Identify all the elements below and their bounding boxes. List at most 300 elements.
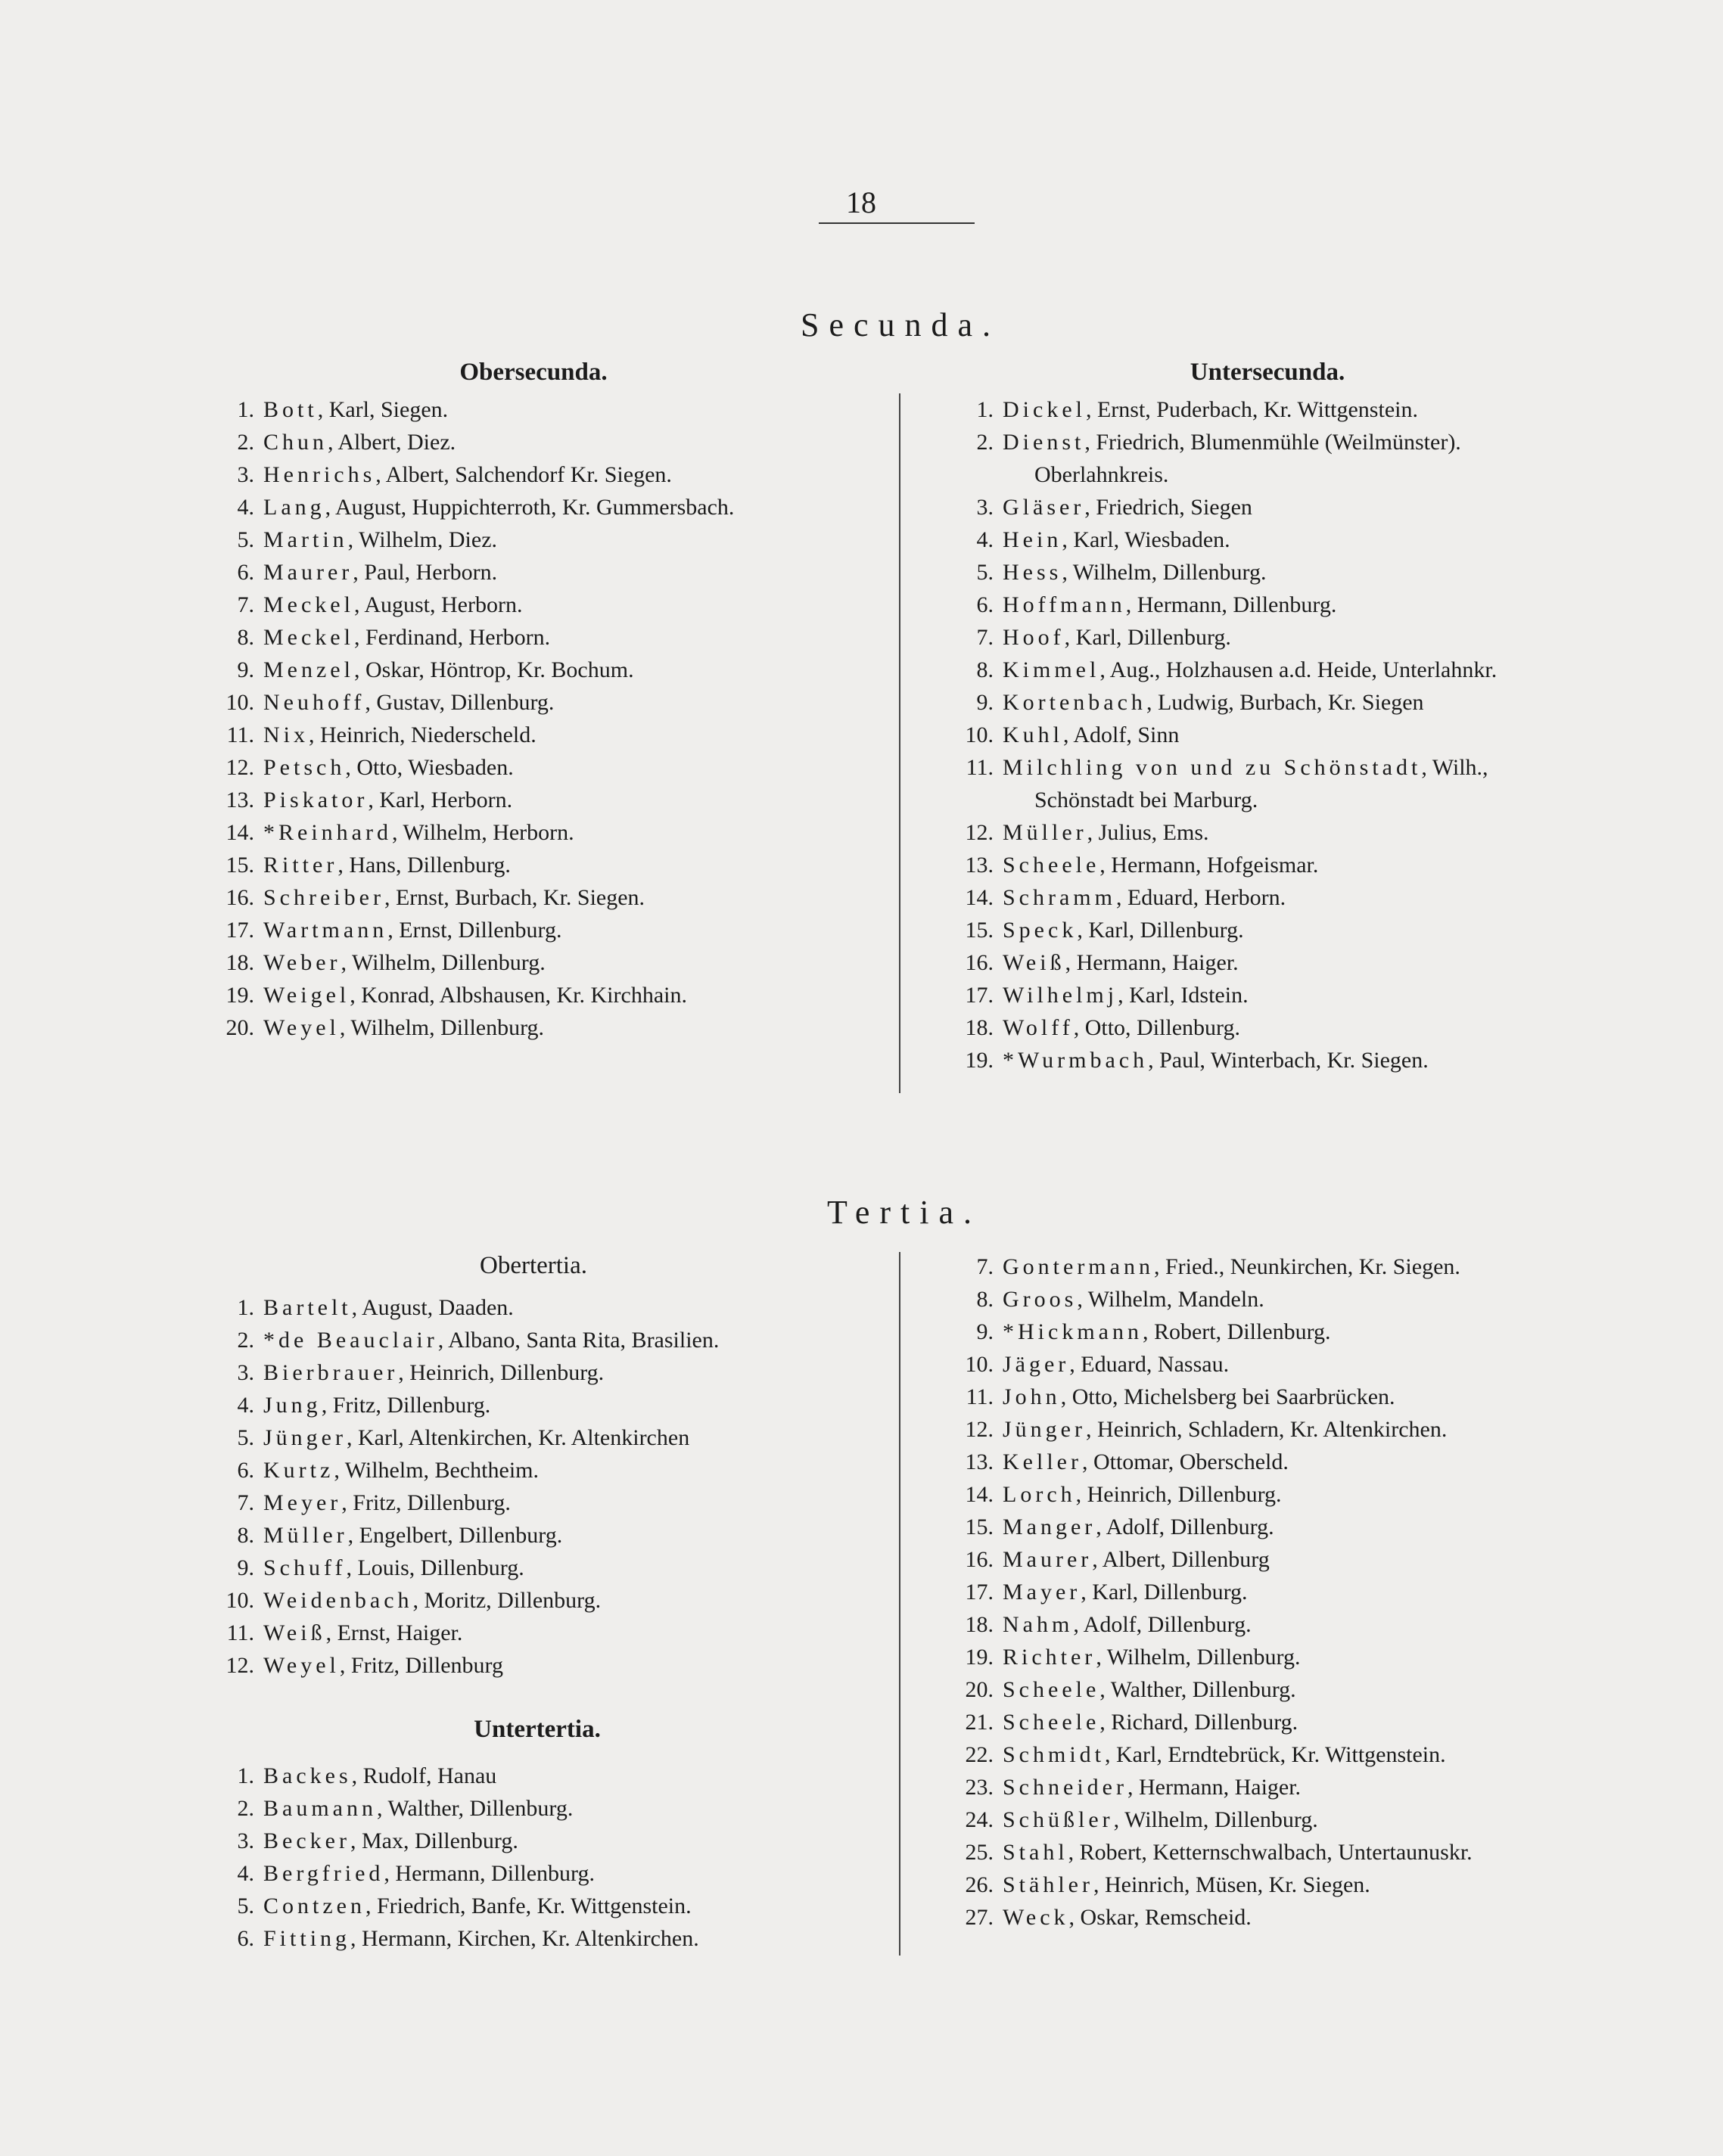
entry-surname: Schneider (1003, 1775, 1127, 1800)
entry-surname: Nix (263, 722, 309, 747)
entry-details: , Walther, Dillenburg. (1099, 1677, 1296, 1702)
entry-details: , Fritz, Dillenburg. (341, 1490, 511, 1515)
entry-surname: Weber (263, 950, 341, 975)
list-item (237, 1291, 719, 1324)
entry-surname: Menzel (263, 657, 354, 682)
list-item (965, 1869, 1473, 1901)
entry-number: 3. (237, 1828, 254, 1853)
list-item (965, 1673, 1473, 1706)
entry-details: , Fried., Neunkirchen, Kr. Siegen. (1153, 1254, 1460, 1279)
list-item (237, 1421, 719, 1454)
entry-number: 11. (966, 1384, 994, 1409)
entry-surname: Dienst (1003, 430, 1085, 455)
entry-number: 19. (965, 1048, 994, 1073)
entry-details: , Karl, Dillenburg. (1081, 1580, 1248, 1605)
list-item (237, 491, 735, 523)
entry-surname: John (1003, 1384, 1061, 1409)
list-item (237, 1792, 699, 1825)
entry-details: , Wilhelm, Dillenburg. (1096, 1645, 1301, 1670)
obersecunda-heading: Obersecunda. (459, 359, 608, 386)
entry-surname: Wilhelmj (1003, 983, 1118, 1008)
list-item (976, 1283, 1473, 1316)
list-item (965, 1044, 1497, 1076)
list-item (965, 1771, 1473, 1803)
entry-number: 15. (965, 918, 994, 943)
entry-number: 10. (965, 722, 994, 747)
entry-number: 12. (965, 1417, 994, 1442)
list-item (225, 686, 734, 719)
entry-surname: Kortenbach (1003, 690, 1146, 715)
entry-surname: Scheele (1003, 853, 1100, 878)
obertertia-continued-list (965, 1250, 1473, 1934)
entry-surname: Meckel (263, 592, 354, 617)
entry-details: , Wilhelm, Mandeln. (1077, 1287, 1264, 1312)
entry-number: 11. (226, 1620, 254, 1645)
list-item (976, 589, 1497, 621)
list-item (965, 1738, 1473, 1771)
list-item (225, 1011, 734, 1044)
entry-surname: Becker (263, 1828, 350, 1853)
entry-surname: Jünger (263, 1425, 347, 1450)
entry-details: , Karl, Siegen. (317, 397, 449, 422)
entry-surname: Contzen (263, 1893, 365, 1918)
entry-surname: Weck (1003, 1905, 1069, 1930)
list-item (237, 1552, 719, 1584)
entry-surname: Bierbrauer (263, 1360, 399, 1385)
list-item (965, 979, 1497, 1011)
entry-details: , Fritz, Dillenburg (339, 1653, 503, 1678)
entry-details: , Otto, Michelsberg bei Saarbrücken. (1060, 1384, 1395, 1409)
list-item (1003, 458, 1497, 491)
entry-surname: Müller (1003, 820, 1087, 845)
entry-surname: Hoffmann (1003, 592, 1126, 617)
entry-number: 13. (225, 788, 254, 812)
entry-details: , August, Huppichterroth, Kr. Gummersbach. (325, 495, 735, 520)
entry-surname: Lorch (1003, 1482, 1076, 1507)
untersecunda-heading: Untersecunda. (1190, 359, 1345, 386)
entry-details: , Karl, Herborn. (368, 788, 513, 812)
entry-surname: Bott (263, 397, 318, 422)
entry-details: , Wilhelm, Dillenburg. (1062, 560, 1267, 585)
entry-number: 6. (237, 560, 254, 585)
entry-number: 19. (225, 983, 254, 1008)
entry-number: 24. (965, 1807, 994, 1832)
entry-number: 9. (237, 657, 254, 682)
entry-number: 8. (237, 1523, 254, 1548)
entry-surname: *de Beauclair (263, 1328, 438, 1353)
entry-details: , Hermann, Haiger. (1065, 950, 1239, 975)
entry-surname: Jünger (1003, 1417, 1086, 1442)
entry-number: 7. (976, 625, 994, 650)
entry-number: 7. (237, 1490, 254, 1515)
list-item (966, 1381, 1473, 1413)
entry-number: 4. (237, 1861, 254, 1886)
entry-number: 7. (237, 592, 254, 617)
entry-surname: Wolff (1003, 1015, 1074, 1040)
list-item (225, 881, 734, 914)
entry-surname: Keller (1003, 1449, 1082, 1474)
entry-details: , Ludwig, Burbach, Kr. Siegen (1146, 690, 1424, 715)
header-rule (819, 222, 975, 224)
entry-number: 12. (225, 1653, 254, 1678)
entry-number: 1. (237, 397, 254, 422)
entry-number: 8. (976, 657, 994, 682)
list-item (965, 1478, 1473, 1511)
entry-number: 12. (225, 755, 254, 780)
entry-details: , Wilhelm, Diez. (347, 527, 498, 552)
entry-surname: Bartelt (263, 1295, 352, 1320)
list-item (965, 816, 1497, 849)
entry-number: 2. (237, 430, 254, 455)
entry-details: , Ferdinand, Herborn. (353, 625, 551, 650)
entry-number: 2. (237, 1796, 254, 1821)
section-title-tertia: Tertia. (827, 1194, 981, 1231)
list-item (237, 589, 734, 621)
obertertia-heading: Obertertia. (479, 1252, 588, 1279)
entry-surname: Stähler (1003, 1872, 1093, 1897)
entry-number: 14. (225, 820, 254, 845)
entry-surname: Weyel (263, 1015, 340, 1040)
entry-details: , Adolf, Sinn (1063, 722, 1180, 747)
page-number: 18 (846, 185, 876, 219)
entry-number: 17. (965, 983, 994, 1008)
entry-number: 6. (976, 592, 994, 617)
entry-details: , Moritz, Dillenburg. (412, 1588, 602, 1613)
entry-details: , Engelbert, Dillenburg. (347, 1523, 563, 1548)
entry-details: , Robert, Ketternschwalbach, Untertaunuskr. (1068, 1840, 1473, 1865)
entry-details: , Hermann, Haiger. (1127, 1775, 1302, 1800)
entry-details: , Wilhelm, Bechtheim. (334, 1458, 540, 1483)
entry-surname: Weiß (1003, 950, 1065, 975)
entry-details: , Albano, Santa Rita, Brasilien. (437, 1328, 720, 1353)
list-item (237, 1356, 719, 1389)
entry-number: 21. (965, 1710, 994, 1735)
list-item (965, 1706, 1473, 1738)
entry-number: 10. (965, 1352, 994, 1377)
list-item (237, 393, 734, 426)
entry-details: , Fritz, Dillenburg. (321, 1393, 491, 1418)
list-item (226, 1617, 719, 1649)
entry-details: , Eduard, Herborn. (1115, 885, 1286, 910)
entry-details: , Albert, Salchendorf Kr. Siegen. (375, 462, 672, 487)
entry-surname: Martin (263, 527, 348, 552)
entry-details: , Ernst, Puderbach, Kr. Wittgenstein. (1085, 397, 1418, 422)
entry-surname: Lang (263, 495, 325, 520)
list-item (966, 751, 1497, 784)
list-item (976, 1316, 1473, 1348)
entry-details: , Albert, Dillenburg (1092, 1547, 1270, 1572)
entry-number: 3. (237, 462, 254, 487)
entry-number: 1. (976, 397, 994, 422)
entry-number: 18. (965, 1015, 994, 1040)
list-item (965, 1803, 1473, 1836)
obersecunda-list (225, 393, 735, 1044)
entry-number: 3. (237, 1360, 254, 1385)
entry-details: , Hermann, Dillenburg. (1125, 592, 1337, 617)
entry-surname: Groos (1003, 1287, 1078, 1312)
entry-number: 15. (965, 1514, 994, 1539)
entry-surname: Fitting (263, 1926, 351, 1951)
entry-number: 8. (237, 625, 254, 650)
entry-details: , Karl, Erndtebrück, Kr. Wittgenstein. (1105, 1742, 1446, 1767)
entry-number: 20. (225, 1015, 254, 1040)
untersecunda-list (965, 393, 1498, 1076)
entry-number: 16. (965, 950, 994, 975)
entry-number: 1. (237, 1295, 254, 1320)
entry-surname: Bergfried (263, 1861, 384, 1886)
entry-details: , Walther, Dillenburg. (376, 1796, 574, 1821)
entry-number: 4. (976, 527, 994, 552)
entry-details: , Rudolf, Hanau (351, 1763, 497, 1788)
list-item (965, 1011, 1497, 1044)
entry-number: 5. (976, 560, 994, 585)
list-item (965, 881, 1497, 914)
entry-details: , Karl, Dillenburg. (1064, 625, 1231, 650)
entry-surname: Hess (1003, 560, 1062, 585)
entry-surname: Baumann (263, 1796, 377, 1821)
list-item (225, 816, 734, 849)
entry-details: , Hermann, Hofgeismar. (1099, 853, 1319, 878)
entry-surname: Mayer (1003, 1580, 1081, 1605)
entry-details: , Heinrich, Dillenburg. (1075, 1482, 1282, 1507)
entry-details: , Hans, Dillenburg. (337, 853, 511, 878)
entry-surname: Manger (1003, 1514, 1096, 1539)
entry-surname: Speck (1003, 918, 1078, 943)
list-item (237, 523, 734, 556)
entry-surname: Schuff (263, 1555, 347, 1580)
entry-details: , Albert, Diez. (328, 430, 456, 455)
list-item (237, 1389, 719, 1421)
entry-details: , August, Herborn. (353, 592, 523, 617)
entry-surname: Dickel (1003, 397, 1086, 422)
list-item (1003, 784, 1497, 816)
entry-details: , Karl, Idstein. (1118, 983, 1249, 1008)
entry-details: , Hermann, Kirchen, Kr. Altenkirchen. (350, 1926, 699, 1951)
entry-details: , Ernst, Haiger. (325, 1620, 463, 1645)
list-item (237, 426, 734, 458)
entry-details: , Wilhelm, Dillenburg. (339, 1015, 545, 1040)
entry-surname: Meyer (263, 1490, 342, 1515)
entry-details: , Heinrich, Dillenburg. (398, 1360, 605, 1385)
entry-details: , Karl, Wiesbaden. (1062, 527, 1230, 552)
untertertia-list (237, 1760, 699, 1955)
entry-details: , Konrad, Albshausen, Kr. Kirchhain. (350, 983, 687, 1008)
entry-details: , Eduard, Nassau. (1069, 1352, 1230, 1377)
list-item (237, 654, 734, 686)
entry-number: 26. (965, 1872, 994, 1897)
entry-surname: Stahl (1003, 1840, 1068, 1865)
entry-surname: Neuhoff (263, 690, 365, 715)
entry-surname: Weigel (263, 983, 350, 1008)
list-item (237, 1454, 719, 1487)
list-item (225, 946, 734, 979)
entry-number: 19. (965, 1645, 994, 1670)
entry-number: 9. (976, 690, 994, 715)
entry-number: 23. (965, 1775, 994, 1800)
entry-details: , Adolf, Dillenburg. (1073, 1612, 1252, 1637)
entry-number: 13. (965, 1449, 994, 1474)
entry-continuation: Oberlahnkreis. (1034, 462, 1169, 487)
entry-number: 1. (237, 1763, 254, 1788)
entry-number: 18. (965, 1612, 994, 1637)
entry-number: 5. (237, 1893, 254, 1918)
tertia-column-divider (899, 1252, 900, 1956)
entry-surname: Schüßler (1003, 1807, 1114, 1832)
entry-surname: Petsch (263, 755, 346, 780)
list-item (225, 751, 734, 784)
entry-number: 13. (965, 853, 994, 878)
entry-details: , Karl, Altenkirchen, Kr. Altenkirchen (346, 1425, 690, 1450)
entry-number: 20. (965, 1677, 994, 1702)
entry-number: 22. (965, 1742, 994, 1767)
entry-surname: Scheele (1003, 1677, 1100, 1702)
entry-surname: Gläser (1003, 495, 1085, 520)
list-item (237, 1922, 699, 1955)
entry-surname: *Reinhard (263, 820, 392, 845)
list-item (976, 393, 1497, 426)
entry-number: 14. (965, 885, 994, 910)
entry-details: , Karl, Dillenburg. (1077, 918, 1244, 943)
list-item (237, 1760, 699, 1792)
list-item (237, 1825, 699, 1857)
list-item (237, 1324, 720, 1356)
entry-surname: Henrichs (263, 462, 376, 487)
entry-surname: Jung (263, 1393, 322, 1418)
list-item (976, 621, 1497, 654)
list-item (965, 1836, 1473, 1869)
entry-surname: Kurtz (263, 1458, 334, 1483)
entry-details: , Louis, Dillenburg. (346, 1555, 524, 1580)
entry-surname: Hoof (1003, 625, 1065, 650)
entry-surname: Hein (1003, 527, 1062, 552)
untertertia-heading: Untertertia. (474, 1716, 601, 1743)
entry-number: 16. (225, 885, 254, 910)
list-item (965, 1543, 1473, 1576)
entry-surname: Ritter (263, 853, 338, 878)
entry-details: , Wilhelm, Dillenburg. (341, 950, 546, 975)
entry-details: , Otto, Dillenburg. (1073, 1015, 1240, 1040)
list-item (976, 686, 1497, 719)
list-item (237, 556, 734, 589)
section-title-secunda: Secunda. (800, 306, 1001, 343)
entry-surname: Backes (263, 1763, 352, 1788)
entry-surname: *Hickmann (1003, 1319, 1143, 1344)
list-item (976, 523, 1497, 556)
list-item (965, 946, 1497, 979)
entry-details: , Oskar, Höntrop, Kr. Bochum. (353, 657, 634, 682)
entry-number: 8. (976, 1287, 994, 1312)
entry-details: , Robert, Dillenburg. (1142, 1319, 1331, 1344)
list-item (965, 1901, 1473, 1934)
entry-number: 12. (965, 820, 994, 845)
entry-details: , Friedrich, Siegen (1084, 495, 1252, 520)
entry-number: 2. (976, 430, 994, 455)
entry-number: 11. (966, 755, 994, 780)
entry-number: 17. (225, 918, 254, 943)
entry-surname: Kimmel (1003, 657, 1100, 682)
list-item (225, 1649, 719, 1682)
entry-surname: Richter (1003, 1645, 1096, 1670)
entry-details: , Max, Dillenburg. (350, 1828, 518, 1853)
list-item (237, 1519, 719, 1552)
entry-details: , Ernst, Burbach, Kr. Siegen. (384, 885, 645, 910)
entry-number: 15. (225, 853, 254, 878)
entry-number: 5. (237, 1425, 254, 1450)
list-item (237, 1857, 699, 1890)
entry-details: , Adolf, Dillenburg. (1096, 1514, 1274, 1539)
entry-details: , Julius, Ems. (1087, 820, 1209, 845)
entry-number: 25. (965, 1840, 994, 1865)
list-item (965, 1511, 1473, 1543)
entry-number: 9. (237, 1555, 254, 1580)
entry-details: , August, Daaden. (351, 1295, 514, 1320)
entry-number: 5. (237, 527, 254, 552)
entry-details: , Wilh., (1421, 755, 1488, 780)
list-item (237, 458, 734, 491)
entry-details: , Aug., Holzhausen a.d. Heide, Unterlahnkr. (1099, 657, 1498, 682)
list-item (976, 426, 1497, 458)
entry-details: , Hermann, Dillenburg. (384, 1861, 595, 1886)
entry-number: 2. (237, 1328, 254, 1353)
entry-details: , Paul, Herborn. (353, 560, 498, 585)
entry-details: , Gustav, Dillenburg. (365, 690, 555, 715)
list-item (965, 914, 1497, 946)
list-item (965, 1413, 1473, 1446)
list-item (965, 849, 1497, 881)
entry-surname: Wartmann (263, 918, 388, 943)
entry-number: 16. (965, 1547, 994, 1572)
entry-details: , Wilhelm, Dillenburg. (1113, 1807, 1318, 1832)
list-item (965, 1576, 1473, 1608)
entry-details: , Ernst, Dillenburg. (387, 918, 562, 943)
obertertia-list (225, 1291, 720, 1682)
entry-number: 11. (226, 722, 254, 747)
entry-number: 9. (976, 1319, 994, 1344)
entry-number: 27. (965, 1905, 994, 1930)
entry-details: , Friedrich, Banfe, Kr. Wittgenstein. (365, 1893, 692, 1918)
entry-number: 10. (225, 690, 254, 715)
entry-details: , Otto, Wiesbaden. (345, 755, 514, 780)
entry-surname: Weiß (263, 1620, 326, 1645)
entry-number: 6. (237, 1926, 254, 1951)
entry-number: 4. (237, 495, 254, 520)
entry-details: , Paul, Winterbach, Kr. Siegen. (1148, 1048, 1429, 1073)
list-item (237, 1890, 699, 1922)
entry-surname: Gontermann (1003, 1254, 1154, 1279)
list-item (225, 979, 734, 1011)
entry-surname: Scheele (1003, 1710, 1100, 1735)
list-item (225, 1584, 719, 1617)
entry-number: 14. (965, 1482, 994, 1507)
list-item (976, 654, 1498, 686)
entry-details: , Friedrich, Blumenmühle (Weilmünster). (1084, 430, 1461, 455)
list-item (965, 1446, 1473, 1478)
entry-details: , Heinrich, Schladern, Kr. Altenkirchen. (1085, 1417, 1448, 1442)
entry-surname: Milchling von und zu Schönstadt (1003, 755, 1422, 780)
list-item (965, 1608, 1473, 1641)
entry-continuation: Schönstadt bei Marburg. (1034, 788, 1258, 812)
list-item (225, 914, 734, 946)
list-item (237, 621, 734, 654)
entry-surname: Nahm (1003, 1612, 1074, 1637)
entry-number: 3. (976, 495, 994, 520)
list-item (976, 1250, 1473, 1283)
entry-surname: Schramm (1003, 885, 1116, 910)
entry-details: , Heinrich, Niederscheld. (309, 722, 536, 747)
entry-number: 7. (976, 1254, 994, 1279)
entry-surname: Schmidt (1003, 1742, 1106, 1767)
entry-details: , Wilhelm, Herborn. (391, 820, 574, 845)
